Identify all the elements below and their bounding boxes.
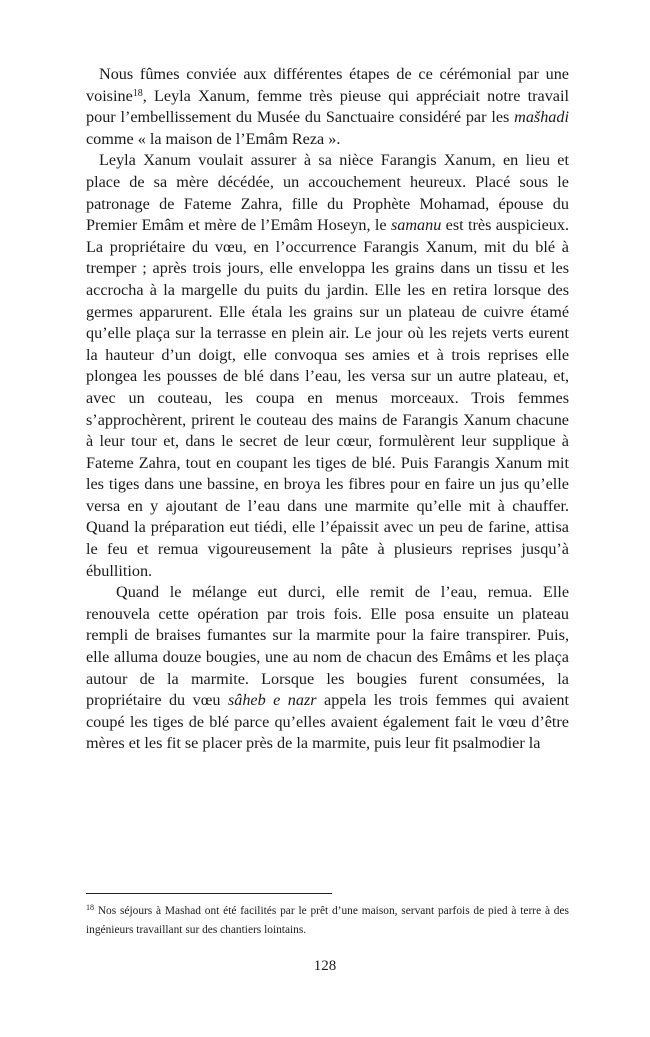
- italic-term-mashhadi: mašhadi: [514, 108, 569, 127]
- main-text: [86, 64, 569, 755]
- footnote-number: 18: [86, 903, 94, 912]
- paragraph-3-text-b: appela les trois femmes qui avaient coupé les tiges de blé parce qu’elles avaient également fait le vœu d’être mères et les fit se placer près de la marmite, puis leur fit psalmodier la: [86, 691, 569, 753]
- paragraph-1-text-b: , Leyla Xanum, femme très pieuse qui appréciait notre travail pour l’embellissement du Musée du Sanctuaire considéré par les: [86, 86, 569, 127]
- paragraph-2-text-a: Leyla Xanum voulait assurer à sa nièce Farangis Xanum, en lieu et place de sa mère décédée, un accouchement heureux. Placé sous le patronage de Fateme Zahra, fille du Prophète Mohamad, épouse du Premier Emâm et mère de l’Emâm Hoseyn, le: [86, 151, 569, 235]
- italic-term-saheb-e-nazr: sâheb e nazr: [227, 691, 317, 710]
- paragraph-1-text-a: Nous fûmes conviée aux différentes étapes de ce cérémonial par une voisine: [86, 65, 569, 105]
- footnote-text: Nos séjours à Mashad ont été facilités par le prêt d’une maison, servant parfois de pied à terre à des ingénieurs travaillant sur des chantiers lointains.: [86, 905, 569, 936]
- page-number: 128: [313, 958, 337, 974]
- paragraph-1-text-c: comme « la maison de l’Emâm Reza ».: [86, 129, 341, 148]
- footnote: [86, 902, 569, 940]
- paragraph-3: [86, 582, 569, 755]
- paragraph-2-text-b: est très auspicieux. La propriétaire du vœu, en l’occurrence Farangis Xanum, mit du blé à tremper ; après trois jours, elle enveloppa les grains dans un tissu et les accrocha à la margelle du puits du jardin. Elle les en retira lorsque des germes apparurent. Elle étala les grains sur un plateau de cuivre étamé qu’elle plaça sur la terrasse en plein air. Le jour où les rejets verts eurent la hauteur d’un doigt, elle convoqua ses amies et à trois reprises elle plongea les pousses de blé dans l’eau, les versa sur un autre plateau, et, avec un couteau, les coupa en menus morceaux. Trois femmes s’approchèrent, prirent le couteau des mains de Farangis Xanum chacune à leur tour et, dans le secret de leur cœur, formulèrent leur supplique à Fateme Zahra, tout en coupant les tiges de blé. Puis Farangis Xanum mit les tiges dans une bassine, en broya les fibres pour en faire un jus qu’elle versa en y ajoutant de l’eau dans une marmite qu’elle mit à chauffer. Quand la préparation eut tiédi, elle l’épaissit avec un peu de farine, attisa le feu et remua vigoureusement la pâte à plusieurs reprises jusqu’à ébullition.: [86, 216, 570, 580]
- italic-term-samanu: samanu: [390, 216, 442, 235]
- paragraph-1: [86, 64, 569, 150]
- footnote-reference[interactable]: 18: [132, 87, 143, 99]
- paragraph-3-text-a: Quand le mélange eut durci, elle remit de l’eau, remua. Elle renouvela cette opération par trois fois. Elle posa ensuite un plateau rempli de braises fumantes sur la marmite pour la faire transpirer. Puis, elle alluma douze bougies, une au nom de chacun des Emâms et les plaça autour de la marmite. Lorsque les bougies furent consumées, la propriétaire du vœu: [86, 583, 569, 710]
- footnote-separator: [86, 893, 332, 894]
- paragraph-2: [86, 150, 569, 582]
